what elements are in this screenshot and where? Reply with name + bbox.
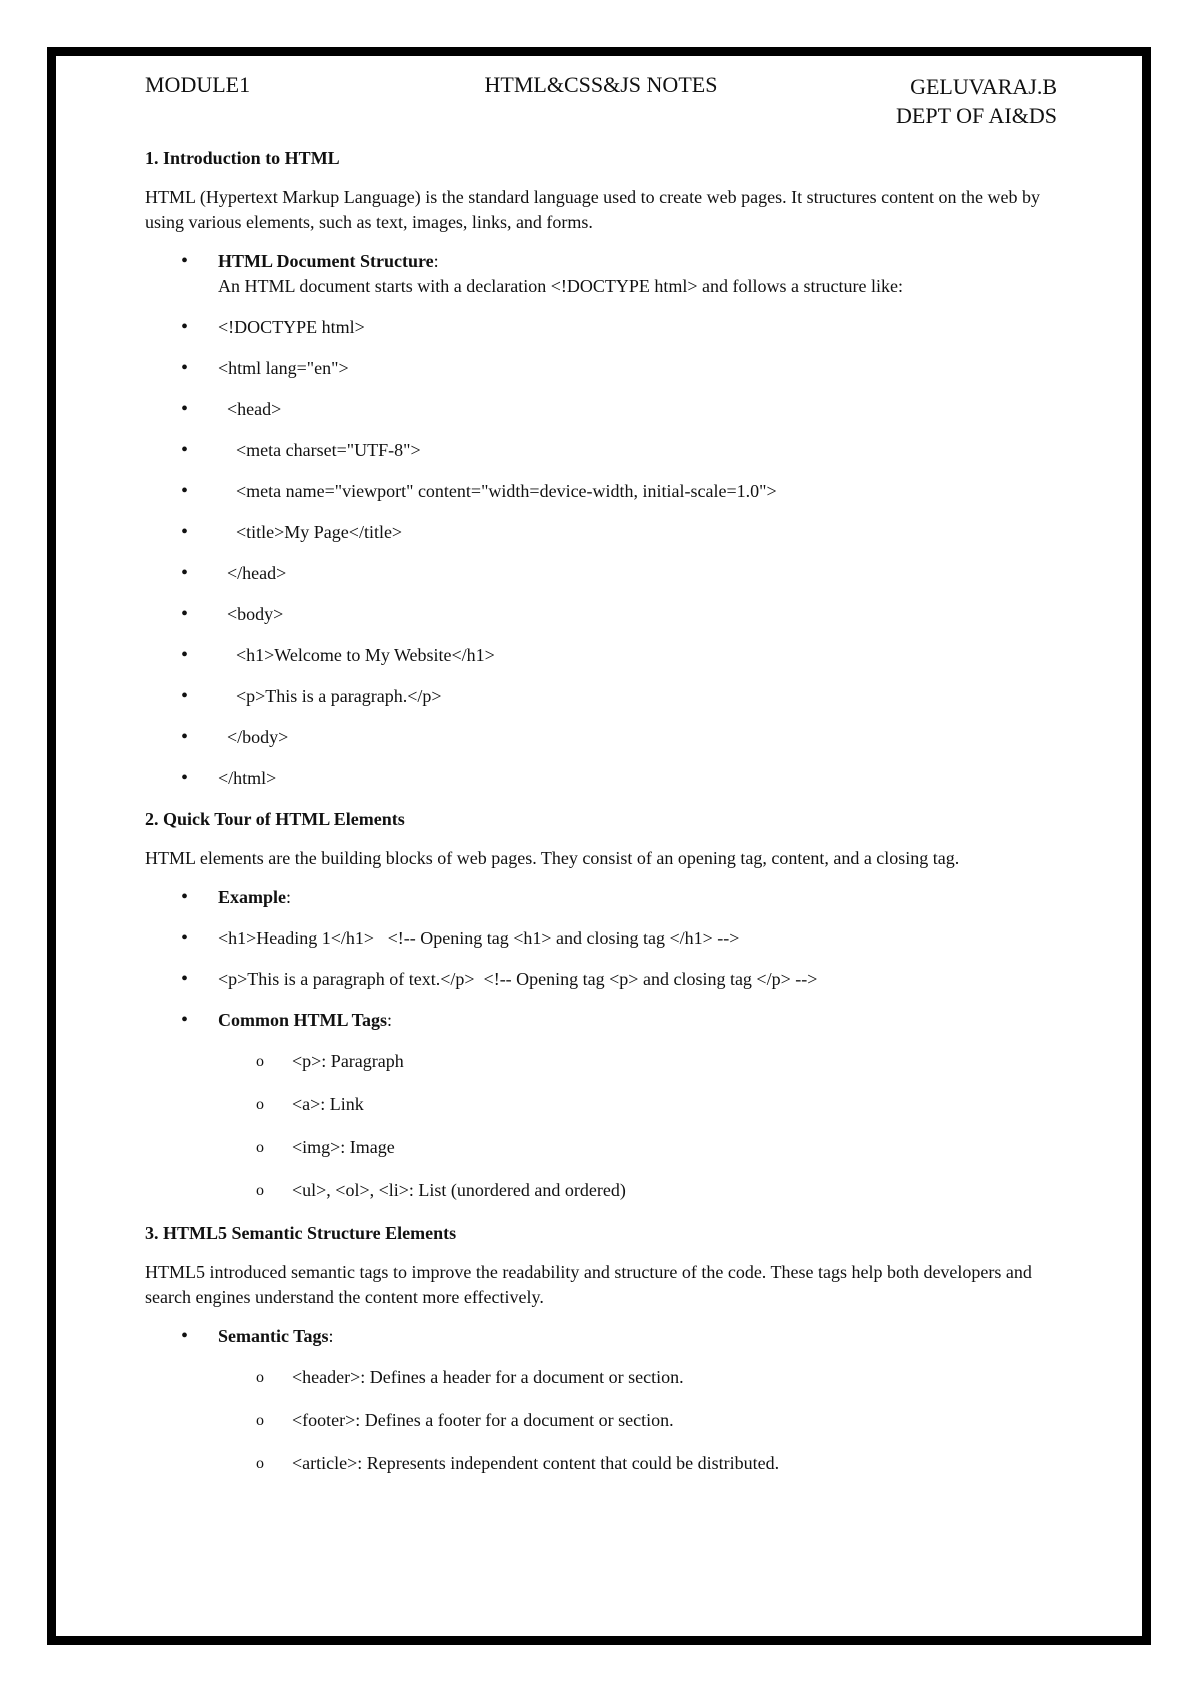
code-line-item: [145, 397, 1063, 422]
bullet-label: Semantic Tags: [218, 1326, 329, 1346]
sub-list-item: [145, 1365, 1063, 1390]
code-line: </html>: [218, 768, 277, 788]
document-title: HTML&CSS&JS NOTES: [484, 72, 718, 97]
bullet-label: Common HTML Tags: [218, 1010, 388, 1030]
section-heading: 3. HTML5 Semantic Structure Elements: [145, 1223, 457, 1243]
code-line-item: [145, 602, 1063, 627]
sub-list-item: [145, 1451, 1063, 1476]
bullet-colon: :: [387, 1010, 393, 1030]
list-item: [145, 249, 1063, 299]
bullet-colon: :: [328, 1326, 334, 1346]
code-line-item: [145, 926, 1063, 951]
code-line: <h1>Welcome to My Website</h1>: [218, 645, 495, 665]
code-line: </head>: [218, 563, 287, 583]
sub-list-item: [145, 1408, 1063, 1433]
code-line-item: [145, 967, 1063, 992]
page-header: [145, 72, 1057, 132]
sub-item-text: <footer>: Defines a footer for a document or section.: [292, 1410, 674, 1430]
code-line: </body>: [218, 727, 289, 747]
code-line: <head>: [218, 399, 282, 419]
code-line: <p>This is a paragraph.</p>: [218, 686, 442, 706]
code-line: <title>My Page</title>: [218, 522, 403, 542]
code-line-item: [145, 438, 1063, 463]
code-line: <!DOCTYPE html>: [218, 317, 365, 337]
sub-list-item: [145, 1178, 1063, 1203]
sub-item-text: <article>: Represents independent content that could be distributed.: [292, 1453, 780, 1473]
author-name: GELUVARAJ.B: [910, 74, 1057, 99]
section-intro: HTML5 introduced semantic tags to improve the readability and structure of the code. These tags help both developers and search engines understand the content more effectively.: [145, 1262, 1032, 1307]
section-intro: HTML (Hypertext Markup Language) is the standard language used to create web pages. It structures content on the web by using various elements, such as text, images, links, and forms.: [145, 187, 1041, 232]
code-line: <meta charset="UTF-8">: [218, 440, 421, 460]
code-line: <body>: [218, 604, 284, 624]
code-line: <html lang="en">: [218, 358, 349, 378]
document-body: [145, 146, 1063, 1494]
code-line-item: [145, 520, 1063, 545]
author-block: [896, 72, 1057, 130]
semantic-tags-list: [145, 1365, 1063, 1476]
code-line-item: [145, 725, 1063, 750]
semantic-list: [145, 1324, 1063, 1349]
code-line-item: [145, 561, 1063, 586]
code-line-item: [145, 684, 1063, 709]
section-heading: 1. Introduction to HTML: [145, 148, 340, 168]
list-item: [145, 885, 1063, 910]
bullet-colon: :: [433, 251, 439, 271]
section-semantic: [145, 1221, 1063, 1476]
code-line-item: [145, 479, 1063, 504]
section-intro: HTML elements are the building blocks of web pages. They consist of an opening tag, content, and a closing tag.: [145, 848, 960, 868]
list-item: [145, 1008, 1063, 1033]
bullet-description: An HTML document starts with a declaration <!DOCTYPE html> and follows a structure like:: [218, 276, 903, 296]
sub-item-text: <a>: Link: [292, 1094, 364, 1114]
structure-list: [145, 249, 1063, 791]
sub-item-text: <header>: Defines a header for a document or section.: [292, 1367, 684, 1387]
code-line-item: [145, 766, 1063, 791]
sub-item-text: <ul>, <ol>, <li>: List (unordered and ordered): [292, 1180, 626, 1200]
section-introduction: [145, 146, 1063, 791]
code-line-item: [145, 643, 1063, 668]
module-label: MODULE1: [145, 72, 251, 97]
bullet-label: HTML Document Structure: [218, 251, 434, 271]
bullet-label: Example: [218, 887, 287, 907]
bullet-colon: :: [286, 887, 292, 907]
section-quick-tour: [145, 807, 1063, 1203]
sub-item-text: <p>: Paragraph: [292, 1051, 404, 1071]
sub-item-text: <img>: Image: [292, 1137, 395, 1157]
code-line: <h1>Heading 1</h1> <!-- Opening tag <h1> and closing tag </h1> -->: [218, 928, 740, 948]
sub-list-item: [145, 1092, 1063, 1117]
department: DEPT OF AI&DS: [896, 103, 1057, 128]
example-list: [145, 885, 1063, 1033]
code-line: <meta name="viewport" content="width=device-width, initial-scale=1.0">: [218, 481, 777, 501]
common-tags-list: [145, 1049, 1063, 1203]
list-item: [145, 1324, 1063, 1349]
section-heading: 2. Quick Tour of HTML Elements: [145, 809, 405, 829]
code-line-item: [145, 315, 1063, 340]
sub-list-item: [145, 1135, 1063, 1160]
code-line: <p>This is a paragraph of text.</p> <!-- Opening tag <p> and closing tag </p> -->: [218, 969, 818, 989]
sub-list-item: [145, 1049, 1063, 1074]
code-line-item: [145, 356, 1063, 381]
